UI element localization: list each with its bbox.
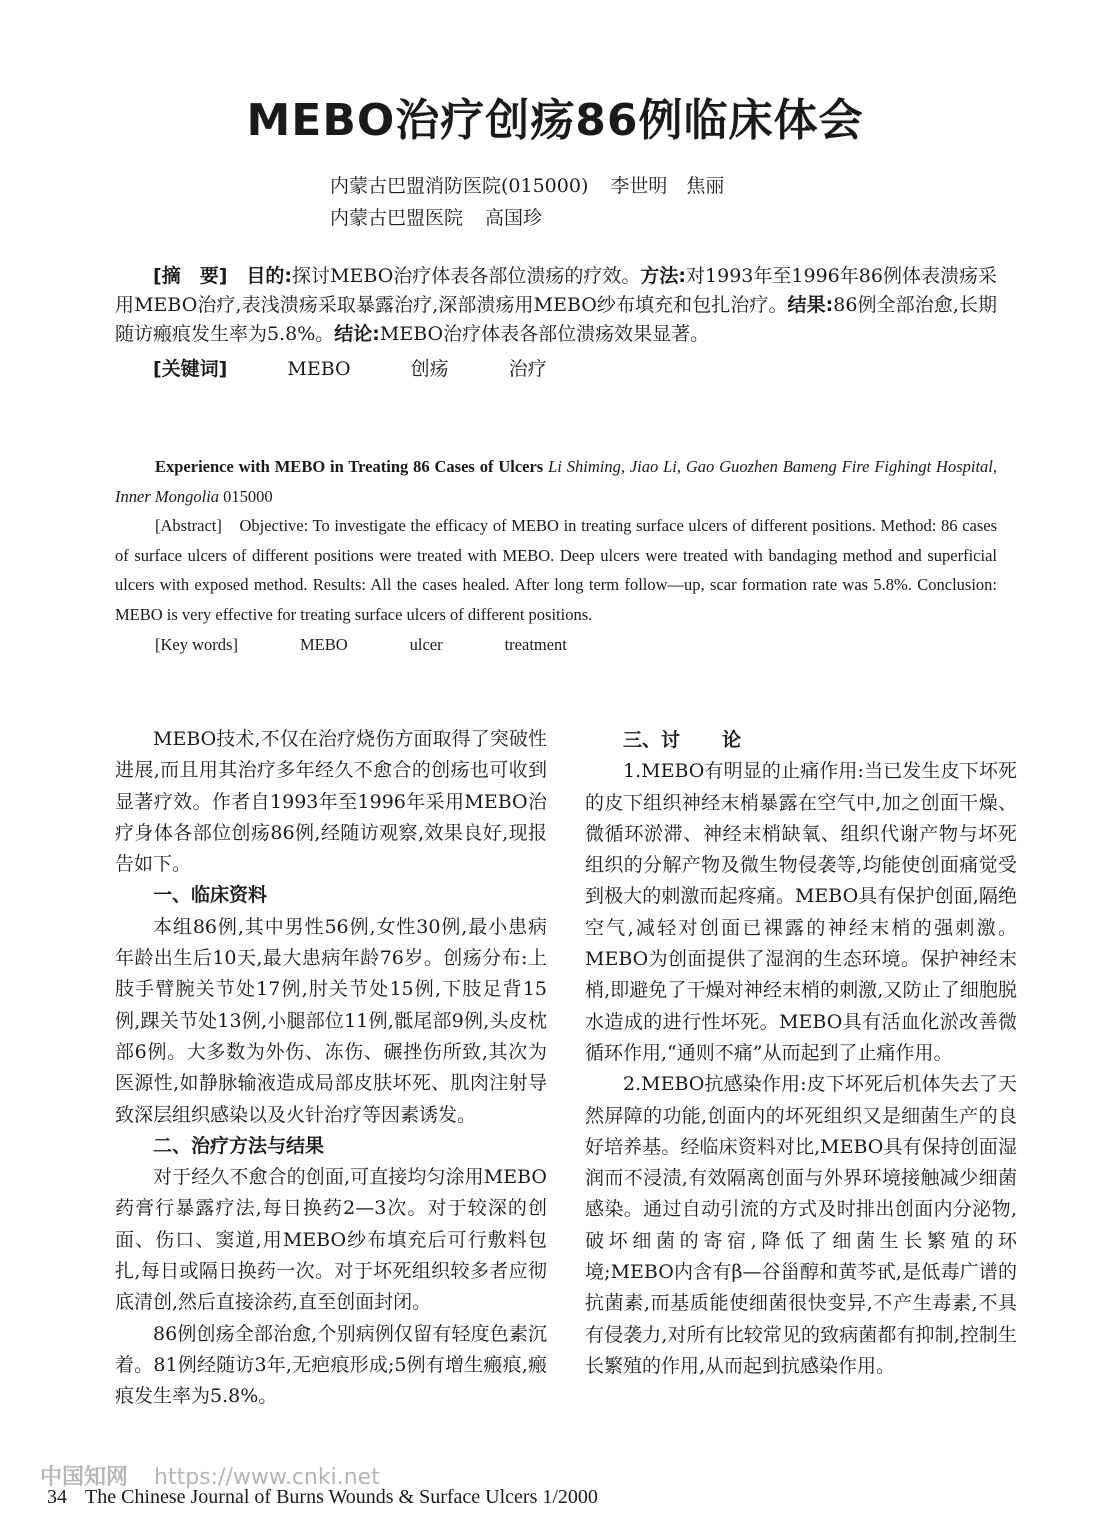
author-line-2 [330, 202, 724, 234]
method-label: 方法: [640, 265, 687, 287]
clinical-paragraph: 本组86例,其中男性56例,女性30例,最小患病年龄出生后10天,最大患病年龄76岁。创疡分布:上肢手臂腕关节处17例,肘关节处15例,下肢足背15例,踝关节处13例,小腿部位11例,骶尾部9例,头皮枕部6例。大多数为外伤、冻伤、碾挫伤所致,其次为医源性,如静脉输液造成局部皮肤坏死、肌肉注射导致深层组织感染以及火针治疗等因素诱发。 [115, 915, 547, 1126]
cnki-logo: 中国知网 [40, 1465, 129, 1490]
discussion-paragraph-1: 1.MEBO有明显的止痛作用:当已发生皮下坏死的皮下组织神经末梢暴露在空气中,加之创面干燥、微循环淤滞、神经末梢缺氧、组织代谢产物与坏死组织的分解产物及微生物侵袭等,均能使创面痛觉受到极大的刺激而起疼痛。MEBO具有保护创面,隔绝空气,减轻对创面已裸露的神经末梢的强刺激。MEBO为创面提供了湿润的生态环境。保护神经末梢,即避免了干燥对神经末梢的刺激,又防止了细胞脱水造成的进行性坏死。MEBO具有活血化淤改善微循环作用,“通则不痛”从而起到了止痛作用。 [585, 760, 1017, 1064]
abstract-cn-paragraph [115, 262, 997, 349]
abstract-en-text: Objective: To investigate the efficacy of MEBO in treating surface ulcers of different positions. Method: 86 cases of surface ulcers of different positions were treated with MEBO. Deep ulcers were treated with bandaging method and superficial ulcers with exposed method. Results: All the cases healed. After long term follow—up, scar formation rate was 5.8%. Conclusion: MEBO is very effective for treating surface ulcers of different positions. [115, 516, 998, 624]
author-line-1 [330, 170, 724, 202]
objective-label: 目的: [246, 265, 293, 287]
affiliation-1: 内蒙古巴盟消防医院(015000) [330, 175, 589, 197]
affiliation-2: 内蒙古巴盟医院 [330, 207, 464, 229]
abstract-en-label: [Abstract] [155, 516, 222, 536]
keywords-cn [115, 355, 997, 384]
keyword-en: MEBO [299, 634, 348, 654]
author-names-1: 李世明 焦丽 [610, 175, 725, 197]
keywords-en [115, 630, 997, 660]
keywords-cn-label: [关键词] [153, 358, 228, 380]
keyword-cn: 治疗 [508, 358, 547, 380]
cnki-url: https://www.cnki.net [154, 1465, 380, 1490]
english-heading [115, 452, 997, 511]
english-title: Experience with MEBO in Treating 86 Cases of Ulcers [155, 457, 544, 476]
method-text: 对1993年至1996年86例体表溃疡采用MEBO治疗,表浅溃疡采取暴露治疗,深部溃疡用MEBO纱布填充和包扎治疗。 [115, 265, 997, 316]
author-names-2: 高国珍 [485, 207, 543, 229]
page-footer [47, 1486, 598, 1509]
treatment-paragraph: 对于经久不愈合的创面,可直接均匀涂用MEBO药膏行暴露疗法,每日换药2—3次。对于较深的创面、伤口、窦道,用MEBO纱布填充后可行敷料包扎,每日或隔日换药一次。对于坏死组织较多者应彻底清创,然后直接涂药,直至创面封闭。 [115, 1166, 547, 1314]
objective-text: 探讨MEBO治疗体表各部位溃疡的疗效。 [292, 265, 641, 287]
keyword-en: ulcer [409, 634, 443, 654]
body-column-right [585, 724, 1017, 1382]
journal-name: The Chinese Journal of Burns Wounds & Surface Ulcers 1/2000 [85, 1486, 598, 1508]
keyword-cn: MEBO [287, 358, 351, 380]
english-postcode: 015000 [223, 486, 273, 506]
english-abstract [115, 452, 997, 659]
section-heading-treatment: 二、治疗方法与结果 [153, 1134, 325, 1157]
keywords-en-label: [Key words] [155, 634, 238, 654]
discussion-paragraph-2: 2.MEBO抗感染作用:皮下坏死后机体失去了天然屏障的功能,创面内的坏死组织又是细菌生产的良好培养基。经临床资料对比,MEBO具有保持创面湿润而不浸渍,有效隔离创面与外界环境接触减少细菌感染。通过自动引流的方式及时排出创面内分泌物,破坏细菌的寄宿,降低了细菌生长繁殖的环境;MEBO内含有β—谷甾醇和黄芩甙,是低毒广谱的抗菌素,而基质能使细菌很快变异,不产生毒素,不具有侵袭力,对所有比较常见的致病菌都有抑制,控制生长繁殖的作用,从而起到抗感染作用。 [585, 1073, 1017, 1377]
section-heading-discussion [585, 725, 1017, 756]
result-text: 86例全部治愈,长期随访瘢痕发生率为5.8%。 [115, 294, 998, 345]
chinese-abstract [115, 262, 997, 384]
english-abstract-paragraph [115, 511, 997, 629]
keyword-en: treatment [504, 634, 567, 654]
results-paragraph: 86例创疡全部治愈,个别病例仅留有轻度色素沉着。81例经随访3年,无疤痕形成;5例有增生瘢痕,瘢痕发生率为5.8%。 [115, 1322, 547, 1408]
body-column-left [115, 724, 547, 1413]
conclusion-text: MEBO治疗体表各部位溃疡效果显著。 [379, 323, 710, 345]
intro-paragraph: MEBO技术,不仅在治疗烧伤方面取得了突破性进展,而且用其治疗多年经久不愈合的创疡也可收到显著疗效。作者自1993年至1996年采用MEBO治疗身体各部位创疡86例,经随访观察,效果良好,现报告如下。 [115, 728, 547, 876]
article-title: MEBO治疗创疡86例临床体会 [246, 95, 864, 146]
keyword-cn: 创疡 [410, 358, 449, 380]
author-block [330, 170, 724, 234]
abstract-cn-label: [摘 要] [153, 265, 228, 287]
discussion-heading-part-1: 三、讨 [623, 729, 681, 751]
result-label: 结果: [787, 294, 834, 316]
page-number: 34 [47, 1486, 67, 1508]
english-authors: Li Shiming, Jiao Li, Gao Guozhen Bameng Fire Fighingt Hospital, Inner Mongolia [115, 457, 998, 506]
section-heading-clinical: 一、临床资料 [153, 884, 268, 907]
conclusion-label: 结论: [334, 323, 380, 345]
discussion-heading-part-2: 论 [722, 729, 742, 751]
